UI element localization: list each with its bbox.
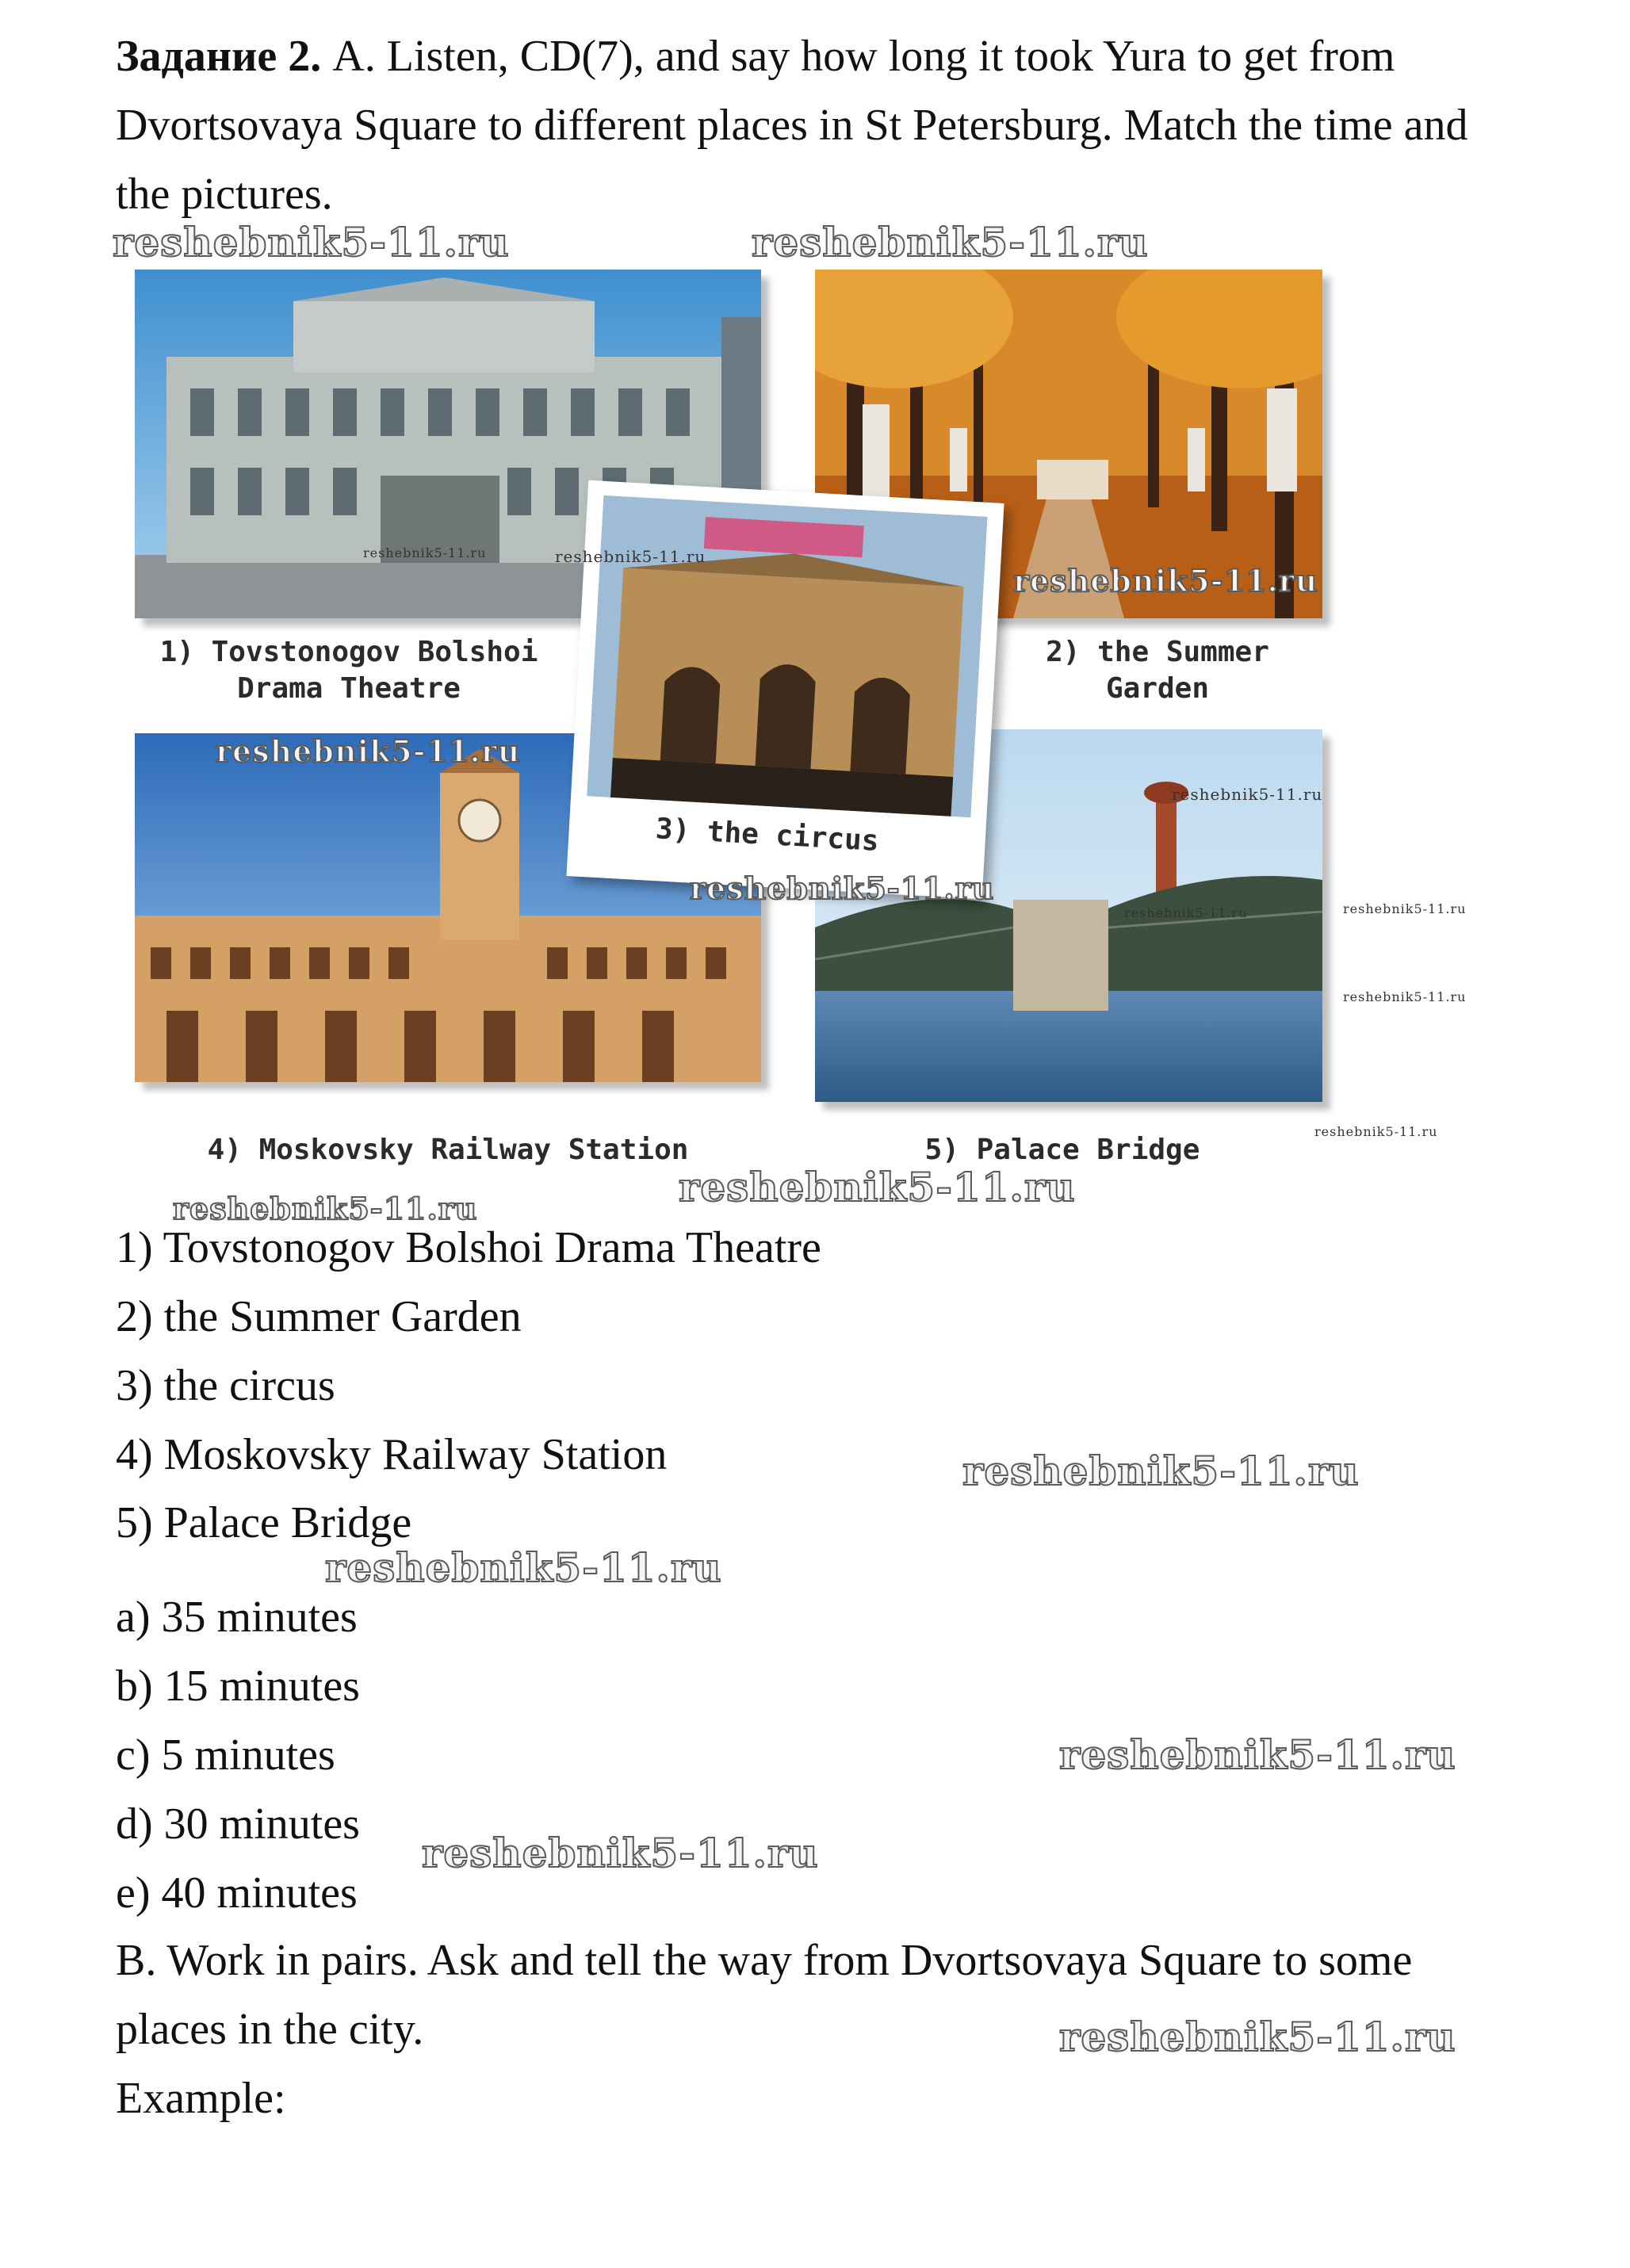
example-label: Example:	[116, 2074, 286, 2123]
time-item-b: b) 15 minutes	[116, 1662, 360, 1711]
place-item-5: 5) Palace Bridge	[116, 1498, 412, 1547]
watermark: reshebnik5-11.ru	[1013, 563, 1318, 599]
watermark: reshebnik5-11.ru	[690, 870, 995, 906]
caption-theatre: 1) Tovstonogov Bolshoi Drama Theatre	[159, 636, 538, 705]
watermark: reshebnik5-11.ru	[1314, 1124, 1438, 1139]
part-b-text: B. Work in pairs. Ask and tell the way from Dvortsovaya Square to some places in the city.	[116, 1936, 1413, 2054]
watermark: reshebnik5-11.ru	[1059, 1731, 1456, 1778]
watermark: reshebnik5-11.ru	[422, 1830, 819, 1876]
time-item-e: e) 40 minutes	[116, 1868, 358, 1918]
task-intro	[116, 22, 1511, 229]
watermark: reshebnik5-11.ru	[113, 219, 510, 266]
watermark: reshebnik5-11.ru	[962, 1448, 1360, 1494]
watermark: reshebnik5-11.ru	[1343, 989, 1467, 1004]
watermark: reshebnik5-11.ru	[216, 733, 521, 769]
task-heading: Задание 2.	[116, 32, 322, 81]
time-item-c: c) 5 minutes	[116, 1731, 335, 1780]
caption-summer-garden: 2) the Summer Garden	[1046, 636, 1269, 705]
caption-palace-bridge: 5) Palace Bridge	[924, 1134, 1200, 1166]
time-item-a: a) 35 minutes	[116, 1593, 358, 1642]
watermark: reshebnik5-11.ru	[1124, 905, 1248, 920]
watermark: reshebnik5-11.ru	[1059, 2014, 1456, 2060]
caption-circus: 3) the circus	[654, 813, 880, 858]
place-item-2: 2) the Summer Garden	[116, 1292, 522, 1341]
place-item-4: 4) Moskovsky Railway Station	[116, 1430, 668, 1479]
task-intro-text: A. Listen, CD(7), and say how long it took Yura to get from Dvortsovaya Square to different places in St Petersburg. Match the time and the pictures.	[116, 32, 1468, 219]
watermark: reshebnik5-11.ru	[1172, 785, 1323, 804]
watermark: reshebnik5-11.ru	[1343, 901, 1467, 916]
photo-circus	[566, 480, 1004, 900]
place-item-3: 3) the circus	[116, 1361, 335, 1410]
caption-railway-station: 4) Moskovsky Railway Station	[207, 1134, 689, 1166]
place-item-1: 1) Tovstonogov Bolshoi Drama Theatre	[116, 1223, 821, 1272]
watermark: reshebnik5-11.ru	[363, 545, 487, 560]
circus-image	[587, 495, 987, 817]
watermark: reshebnik5-11.ru	[173, 1191, 478, 1226]
watermark: reshebnik5-11.ru	[752, 219, 1149, 266]
watermark: reshebnik5-11.ru	[555, 547, 706, 566]
watermark: reshebnik5-11.ru	[679, 1164, 1076, 1210]
watermark: reshebnik5-11.ru	[325, 1544, 722, 1591]
time-item-d: d) 30 minutes	[116, 1799, 360, 1849]
